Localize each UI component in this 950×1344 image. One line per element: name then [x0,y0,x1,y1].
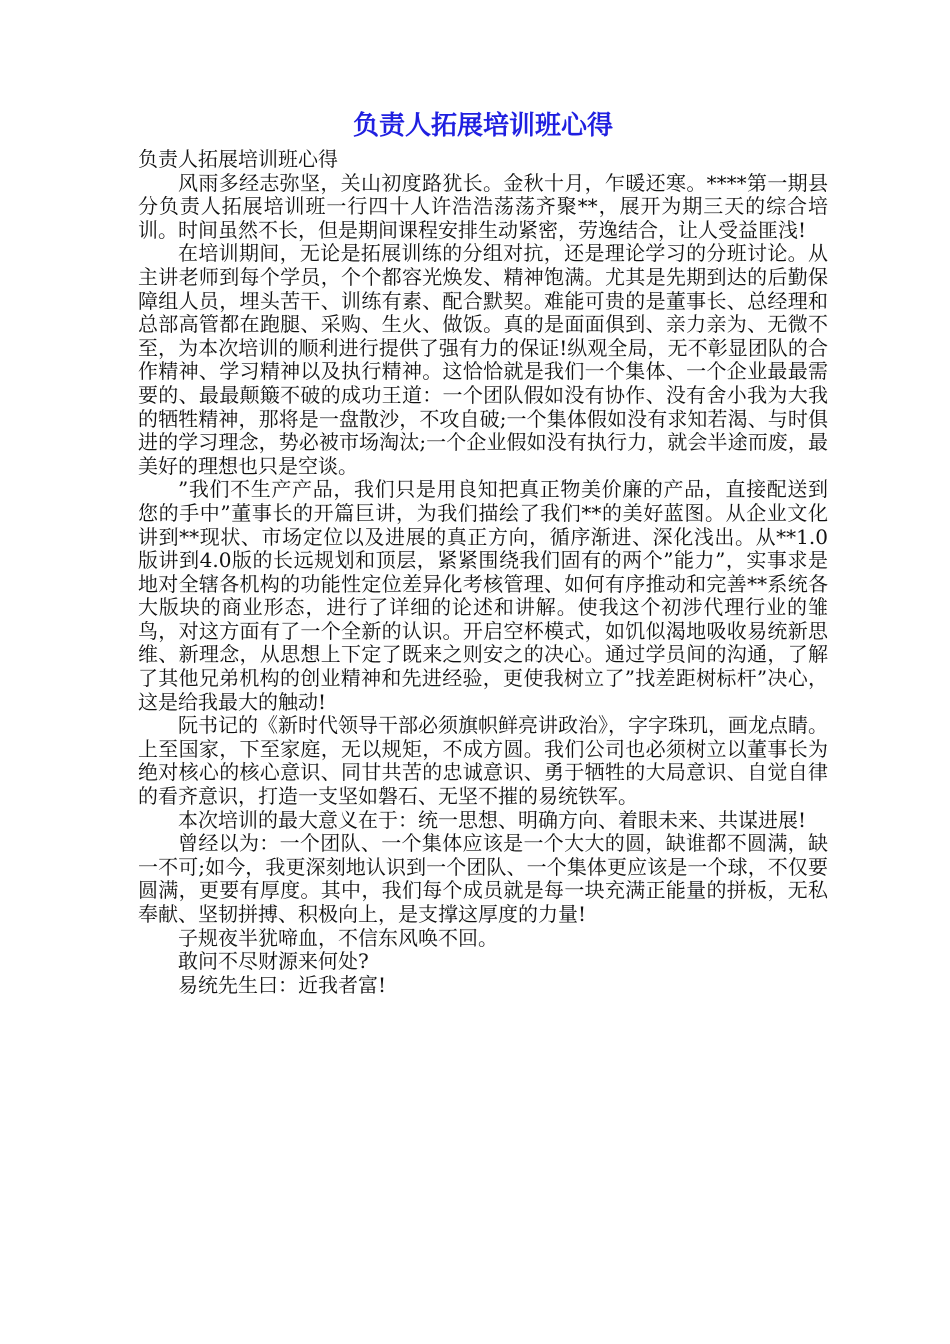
paragraph-6: 曾经以为：一个团队、一个集体应该是一个大大的圆，缺谁都不圆满，缺一不可;如今，我更深刻地认识到一个团队、一个集体更应该是一个球，不仅要圆满，更要有厚度。其中，我们每个成员就是每一块充满正能量的拼板，无私奉献、坚韧拼搏、积极向上，是支撑这厚度的力量! [138,831,828,926]
paragraph-5: 本次培训的最大意义在于：统一思想、明确方向、着眼未来、共谋进展! [178,807,807,832]
document-page [138,108,828,997]
paragraph-4: 阮书记的《新时代领导干部必须旗帜鲜亮讲政治》，字字珠玑，画龙点睛。上至国家，下至家庭，无以规矩，不成方圆。我们公司也必须树立以董事长为绝对核心的核心意识、同甘共苦的忠诚意识、勇于牺牲的大局意识、自觉自律的看齐意识，打造一支坚如磐石、无坚不摧的易统铁军。 [138,713,828,809]
paragraph-1: 风雨多经志弥坚，关山初度路犹长。金秋十月，乍暖还寒。****第一期县分负责人拓展培训班一行四十人许浩浩荡荡齐聚**，展开为期三天的综合培训。时间虽然不长，但是期间课程安排生动紧密，劳逸结合，让人受益匪浅! [138,170,828,242]
poem-line-1: 子规夜半犹啼血，不信东风唤不回。 [178,925,498,950]
paragraph-2: 在培训期间，无论是拓展训练的分组对抗，还是理论学习的分班讨论。从主讲老师到每个学员，个个都容光焕发、精神饱满。尤其是先期到达的后勤保障组人员，埋头苦干、训练有素、配合默契。难能可贵的是董事长、总经理和总部高管都在跑腿、采购、生火、做饭。真的是面面俱到、亲力亲为、无微不至，为本次培训的顺利进行提供了强有力的保证!纵观全局，无不彰显团队的合作精神、学习精神以及执行精神。这恰恰就是我们一个集体、一个企业最最需要的、最最颠簸不破的成功王道：一个团队假如没有协作、没有舍小我为大我的牺牲精神，那将是一盘散沙，不攻自破;一个集体假如没有求知若渴、与时俱进的学习理念，势必被市场淘汰;一个企业假如没有执行力，就会半途而废，最美好的理想也只是空谈。 [138,241,828,478]
document-title: 负责人拓展培训班心得 [352,111,613,141]
poem-line-2: 敢问不尽财源来何处? [178,949,369,974]
document-subtitle: 负责人拓展培训班心得 [138,147,338,171]
paragraph-3: ”我们不生产产品，我们只是用良知把真正物美价廉的产品，直接配送到您的手中”董事长的开篇巨讲，为我们描绘了我们**的美好蓝图。从企业文化讲到**现状、市场定位以及进展的真正方向，循序渐进、深化浅出。从**1.0版讲到4.0版的长远规划和顶层，紧紧围绕我们固有的两个”能力”，实事求是地对全辖各机构的功能性定位差异化考核管理、如何有序推动和完善**系统各大版块的商业形态，进行了详细的论述和讲解。使我这个初涉代理行业的雏鸟，对这方面有了一个全新的认识。开启空杯模式，如饥似渴地吸收易统新思维、新理念，从思想上下定了既来之则安之的决心。通过学员间的沟通，了解了其他兄弟机构的创业精神和先进经验，更使我树立了”找差距树标杆”决心，这是给我最大的触动! [138,477,828,714]
document-body [138,148,828,997]
poem-line-3: 易统先生曰：近我者富! [178,972,387,997]
